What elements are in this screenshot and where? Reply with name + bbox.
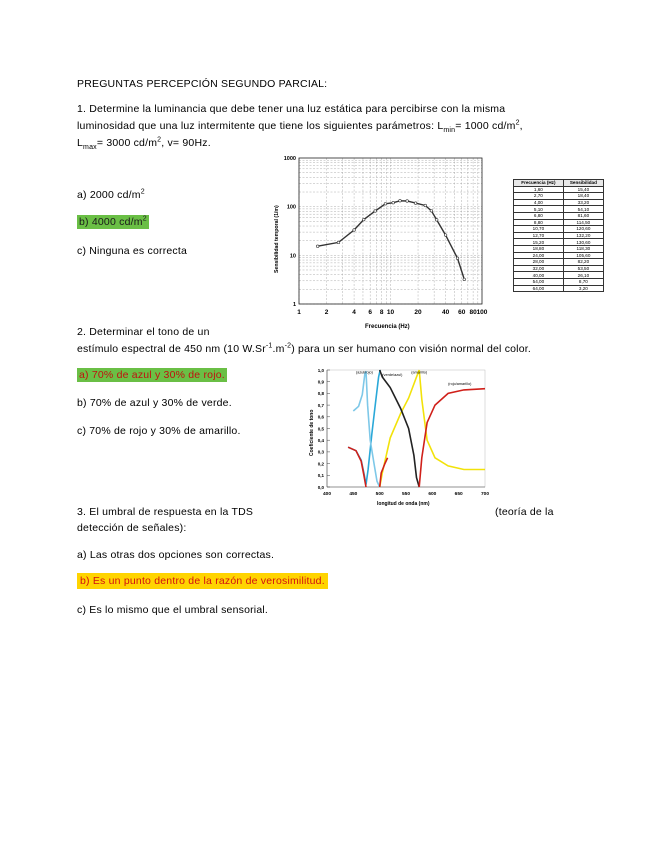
chart1-xtick: 60 — [458, 309, 466, 316]
q1-line3 — [77, 137, 211, 150]
chart1-data-point — [316, 245, 319, 248]
table-cell-sensitivity: 33,20 — [563, 199, 603, 206]
chart1-data-point — [463, 278, 466, 281]
chart1-xtick: 4 — [352, 309, 356, 316]
q1-line3-b: = 3000 cd/m — [96, 137, 158, 149]
table-cell-sensitivity: 26,10 — [563, 272, 603, 279]
q3-option-a[interactable]: a) Las otras dos opciones son correctas. — [77, 549, 275, 561]
chart2-ylabel: Coeficiente de tono — [309, 409, 315, 456]
q3-line1-a: 3. El umbral de respuesta en la TDS — [77, 506, 254, 518]
q1-line2 — [77, 120, 523, 133]
table-row — [514, 272, 604, 279]
q2-option-b[interactable]: b) 70% de azul y 30% de verde. — [77, 397, 232, 409]
chart1-xtick: 80 — [469, 309, 477, 316]
table-cell-sensitivity: 15,40 — [563, 186, 603, 193]
table-cell-sensitivity: 120,60 — [563, 226, 603, 233]
q1-lmax-sub: max — [83, 144, 97, 152]
table-cell-frequency: 40,00 — [514, 272, 564, 279]
q3-line1-b: (teoría de la — [495, 506, 554, 518]
chart2-ytick: 0,2 — [317, 461, 324, 467]
chart1-data-point — [399, 199, 402, 202]
q1-option-b-sup: 2 — [142, 215, 147, 223]
table-cell-frequency: 6,80 — [514, 212, 564, 219]
table-cell-sensitivity: 132,20 — [563, 232, 603, 239]
table-cell-sensitivity: 130,60 — [563, 239, 603, 246]
chart2-ytick: 0,8 — [317, 391, 324, 397]
table-row — [514, 278, 604, 285]
chart2-ytick: 0,4 — [317, 438, 324, 443]
chart1-xtick: 100 — [476, 309, 488, 316]
chart2-ytick: 0,1 — [317, 473, 324, 479]
chart2-xtick: 500 — [375, 492, 384, 497]
chart2-ytick: 0,3 — [317, 449, 324, 455]
chart2-ytick: 0,5 — [317, 426, 324, 432]
table-header-sensitivity: Sensibilidad — [563, 180, 603, 187]
q1-option-a[interactable] — [77, 189, 145, 202]
table-cell-sensitivity: 18,40 — [563, 193, 603, 200]
q1-line3-c: , v= 90Hz. — [161, 137, 211, 149]
table-cell-sensitivity: 53,50 — [563, 265, 603, 272]
q3-option-c[interactable]: c) Es lo mismo que el umbral sensorial. — [77, 604, 269, 616]
table-cell-frequency: 32,00 — [514, 265, 564, 272]
chart1-ylabel: Sensibilidad temporal (1/m) — [274, 205, 280, 273]
chart2-xtick: 700 — [480, 492, 490, 497]
table-header-frequency: Frecuencia (Hz) — [514, 180, 564, 187]
q2-option-a-correct[interactable] — [77, 369, 227, 382]
chart1-ytick: 1000 — [283, 156, 296, 162]
q2-option-a-text: a) 70% de azul y 30% de rojo. — [79, 369, 225, 381]
table-cell-sensitivity: 82,20 — [563, 259, 603, 266]
chart1-data-point — [424, 204, 427, 207]
chart2-xtick: 450 — [349, 492, 358, 497]
chart2-ytick: 0,6 — [317, 414, 324, 420]
table-cell-frequency: 10,70 — [514, 226, 564, 233]
chart2-legend-label: (rojo/amarillo) — [448, 382, 472, 387]
table-cell-sensitivity: 3,20 — [563, 285, 603, 292]
q3-line2: detección de señales): — [77, 522, 187, 534]
q1-line2-b: = 1000 cd/m — [455, 120, 516, 132]
chart1-data-point — [456, 257, 459, 260]
table-cell-sensitivity: 8,70 — [563, 278, 603, 285]
table-row — [514, 259, 604, 266]
q2-line1: 2. Determinar el tono de un — [77, 326, 210, 338]
q1-line3-a: L — [77, 137, 84, 149]
chart2-legend-label: (verde/azul) — [382, 372, 403, 377]
chart2-legend-label: (amarillo) — [411, 370, 428, 375]
table-cell-frequency: 28,00 — [514, 259, 564, 266]
chart2-xtick: 550 — [401, 492, 411, 497]
q1-option-b-correct[interactable] — [77, 216, 149, 229]
table-row — [514, 212, 604, 219]
table-cell-frequency: 12,70 — [514, 232, 564, 239]
table-cell-sensitivity: 81,60 — [563, 212, 603, 219]
chart1-data-point — [374, 210, 377, 213]
q2-line2-c: ) para un ser humano con visión normal del color. — [291, 343, 531, 355]
hue-coefficient-chart — [305, 364, 490, 508]
chart2-xtick: 400 — [322, 492, 332, 497]
chart1-xtick: 40 — [441, 309, 450, 316]
chart2-legend-label: (azul/rojo) — [355, 370, 373, 375]
table-cell-sensitivity: 118,30 — [563, 245, 603, 252]
table-row — [514, 232, 604, 239]
chart1-xtick: 2 — [324, 309, 329, 316]
q2-line2-b: .m — [272, 343, 285, 355]
q1-option-b-text: b) 4000 cd/m — [79, 216, 143, 228]
q2-line2 — [77, 343, 531, 356]
chart1-data-point — [384, 203, 387, 206]
table-cell-frequency: 1,60 — [514, 186, 564, 193]
temporal-sensitivity-chart — [268, 153, 490, 331]
table-row — [514, 193, 604, 200]
table-row — [514, 226, 604, 233]
q3-option-b-text: b) Es un punto dentro de la razón de verosimilitud. — [77, 573, 328, 589]
chart2-xtick: 600 — [428, 492, 437, 497]
chart1-data-point — [337, 241, 340, 244]
chart1-ytick: 10 — [289, 253, 296, 260]
chart1-xtick: 10 — [386, 309, 395, 316]
table-row — [514, 199, 604, 206]
chart1-sensitivity-curve — [318, 201, 465, 280]
q1-line2-sup: 2 — [515, 119, 520, 127]
chart1-data-point — [392, 201, 395, 204]
table-row — [514, 285, 604, 292]
chart1-xlabel: Frecuencia (Hz) — [365, 324, 410, 330]
table-cell-sensitivity: 105,60 — [563, 252, 603, 259]
table-cell-frequency: 18,80 — [514, 245, 564, 252]
chart1-xtick: 6 — [368, 309, 373, 316]
sensitivity-table — [513, 179, 604, 292]
chart2-xtick: 650 — [454, 492, 463, 497]
table-row — [514, 239, 604, 246]
table-cell-frequency: 4,00 — [514, 199, 564, 206]
table-row — [514, 186, 604, 193]
table-cell-frequency: 54,00 — [514, 278, 564, 285]
chart1-xtick: 1 — [297, 309, 301, 316]
q1-option-a-sup: 2 — [140, 188, 145, 196]
chart1-ytick: 100 — [286, 204, 296, 211]
table-cell-frequency: 64,00 — [514, 285, 564, 292]
page-title: PREGUNTAS PERCEPCIÓN SEGUNDO PARCIAL: — [77, 78, 328, 90]
chart1-data-point — [362, 218, 365, 221]
chart1-xtick: 8 — [379, 309, 384, 316]
table-row — [514, 252, 604, 259]
q3-option-b-correct[interactable] — [77, 575, 328, 588]
table-row — [514, 245, 604, 252]
chart2-ytick: 0,0 — [317, 484, 324, 490]
table-row — [514, 206, 604, 213]
table-cell-sensitivity: 114,50 — [563, 219, 603, 226]
chart1-ytick: 1 — [292, 302, 296, 308]
q1-option-a-text: a) 2000 cd/m — [77, 189, 141, 201]
chart1-data-point — [353, 229, 356, 232]
table-cell-frequency: 8,80 — [514, 219, 564, 226]
chart1-data-point — [406, 200, 409, 203]
chart2-ytick: 0,7 — [317, 402, 324, 408]
chart2-ytick: 0,9 — [317, 379, 324, 385]
q2-option-c[interactable]: c) 70% de rojo y 30% de amarillo. — [77, 425, 241, 437]
chart1-data-point — [435, 219, 438, 222]
table-row — [514, 219, 604, 226]
q2-sup2: -2 — [284, 342, 292, 350]
chart1-xtick: 20 — [414, 309, 422, 316]
chart1-data-point — [414, 202, 417, 205]
q1-line2-c: , — [519, 120, 523, 132]
q1-option-c[interactable]: c) Ninguna es correcta — [77, 245, 188, 257]
q1-line1: 1. Determine la luminancia que debe tener una luz estática para percibirse con la misma — [77, 103, 506, 115]
table-cell-frequency: 5,10 — [514, 206, 564, 213]
q1-lmin-sub: min — [443, 127, 456, 135]
table-cell-frequency: 15,20 — [514, 239, 564, 246]
q1-line3-sup: 2 — [157, 136, 162, 144]
q2-line2-a: estímulo espectral de 450 nm (10 W.Sr — [77, 343, 266, 355]
q2-sup1: -1 — [265, 342, 273, 350]
table-cell-frequency: 2,70 — [514, 193, 564, 200]
q1-line2-a: luminosidad que una luz intermitente que tiene los siguientes parámetros: L — [77, 120, 444, 132]
table-cell-frequency: 24,00 — [514, 252, 564, 259]
table-cell-sensitivity: 54,10 — [563, 206, 603, 213]
chart1-data-point — [444, 234, 447, 237]
chart1-data-point — [430, 210, 433, 213]
chart2-ytick: 1,0 — [317, 367, 324, 373]
chart2-xlabel: longitud de onda (nm) — [377, 501, 430, 507]
table-row — [514, 265, 604, 272]
